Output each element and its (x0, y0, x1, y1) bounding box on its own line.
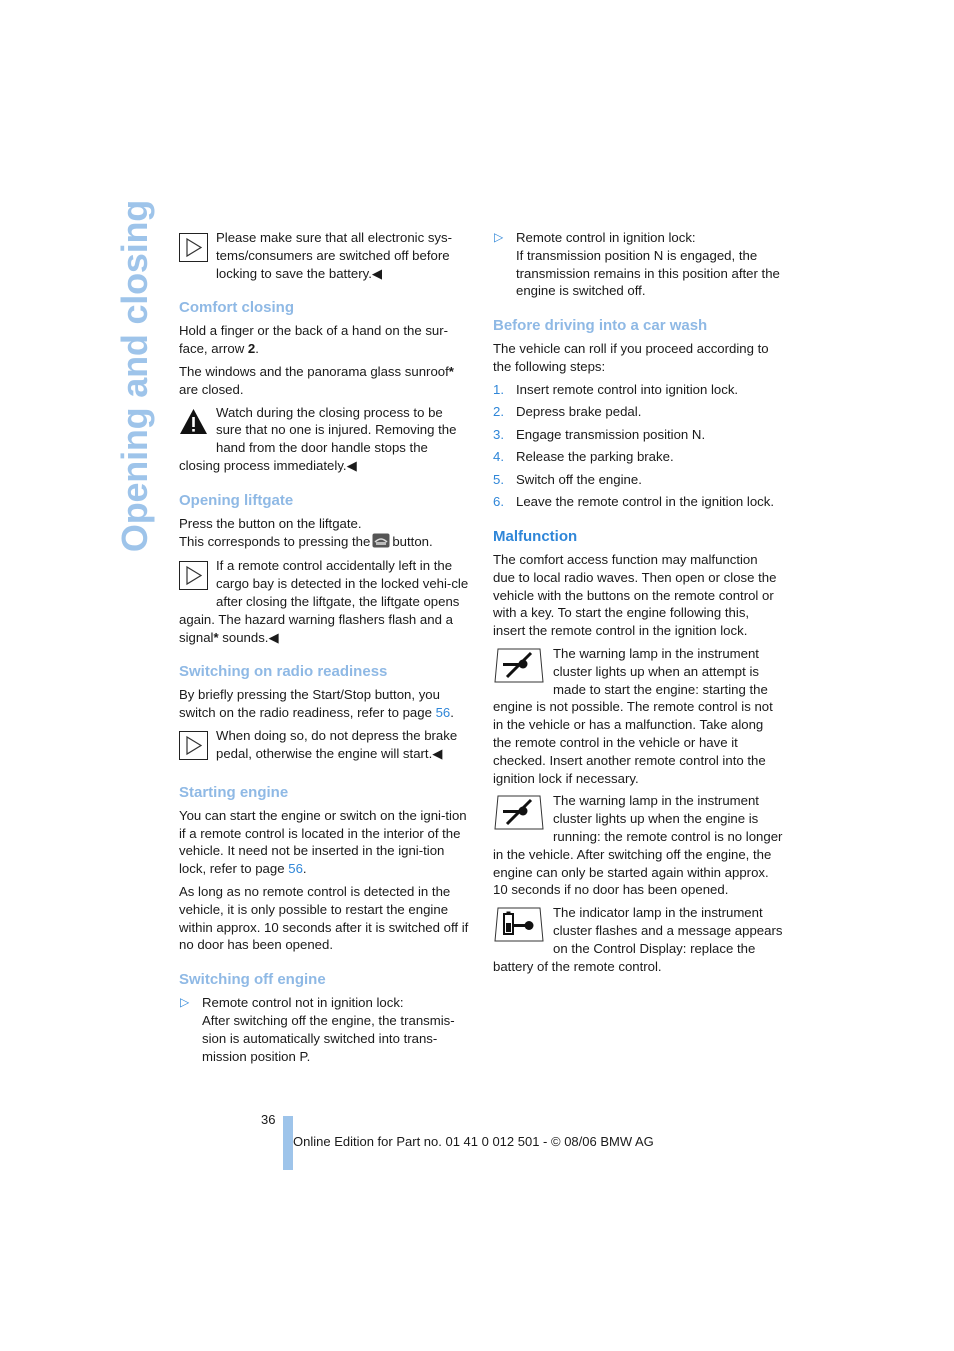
note-triangle-icon (179, 561, 208, 595)
note-triangle-icon (179, 233, 208, 267)
list-item: 1. Insert remote control into ignition lock. (493, 381, 739, 397)
right-column (493, 229, 783, 980)
starting-engine-p1: You can start the engine or switch on the igni-tion if a remote control is located in the interior of the vehicle. It need not be inserted in the igni-tion lock, refer to page 56. (179, 807, 467, 877)
warning-closing-text: Watch during the closing process to be sure that no one is injured. Removing the hand from the door handle stops the closing process immediately. (179, 404, 457, 473)
page-number: 36 (261, 1112, 276, 1127)
note-electronic-text: Please make sure that all electronic sys-tems/consumers are switched off before locking to save the battery. (216, 230, 453, 281)
end-mark-icon: ◀ (371, 265, 383, 281)
warning-triangle-icon (179, 408, 208, 440)
optional-equipment-star: * (213, 629, 219, 645)
key-crossed-lamp-icon (493, 647, 545, 689)
optional-equipment-star: * (448, 363, 454, 379)
note-liftgate: If a remote control accidentally left in the cargo bay is detected in the locked vehi-cle after closing the liftgate, the liftgate opens again. The hazard warning flashers flash and a signal* sounds.◀ (179, 558, 469, 645)
end-mark-icon: ◀ (346, 457, 357, 473)
note-radio (179, 727, 471, 767)
liftgate-p2: This corresponds to pressing the button. (179, 533, 471, 553)
list-item: 4. Release the parking brake. (493, 449, 674, 465)
radio-readiness-p1: By briefly pressing the Start/Stop button, you switch on the radio readiness, refer to page 56. (179, 687, 454, 721)
lamp-note-2-text: The warning lamp in the instrument cluster lights up when the engine is running: the remote control is no longer in the vehicle. After switching off the engine, the engine can only be started again within approx. 10 seconds if no door has been opened. (493, 793, 783, 898)
note-liftgate-text: If a remote control accidentally left in the cargo bay is detected in the locked vehi-cle after closing the liftgate, the liftgate opens again. The hazard warning flashers flash and a signal (179, 558, 469, 645)
lamp-note-3 (493, 904, 783, 975)
ignition-lock-list (493, 229, 783, 300)
heading-starting-engine: Starting engine (179, 783, 289, 801)
heading-malfunction: Malfunction (493, 528, 578, 545)
lamp-note-1 (493, 645, 783, 787)
page-link-56[interactable]: 56 (435, 705, 451, 721)
comfort-closing-p2: The windows and the panorama glass sunroof* are closed. (179, 363, 454, 397)
switching-off-list (179, 994, 471, 1065)
footer-accent-bar (283, 1116, 293, 1170)
key-crossed-lamp-icon (493, 794, 545, 836)
list-item: 2. Depress brake pedal. (493, 404, 642, 420)
arrow-bullet-icon: ▷ (180, 995, 190, 1010)
lamp-note-3-text: The indicator lamp in the instrument cluster flashes and a message appears on the Control Display: replace the battery of the remote control. (493, 905, 783, 974)
comfort-closing-p1: Hold a finger or the back of a hand on the sur-face, arrow 2. (179, 323, 449, 357)
heading-comfort-closing: Comfort closing (179, 299, 294, 317)
heading-car-wash: Before driving into a car wash (493, 317, 708, 335)
side-section-title-text: Opening and closing (114, 199, 155, 553)
lamp-note-2 (493, 792, 783, 899)
list-item: 3. Engage transmission position N. (493, 426, 706, 442)
heading-switching-off-engine: Switching off engine (179, 971, 326, 989)
lamp-note-1-text: The warning lamp in the instrument cluster lights up when an attempt is made to start the engine: starting the engine is not possible. The remote control is not in the vehicle or has a malfunction. Take along the remote control in the vehicle or have it checked. Insert another remote control into the ignition lock if necessary. (493, 645, 773, 786)
note-electronic (179, 229, 471, 282)
liftgate-button-icon (372, 533, 390, 553)
note-triangle-icon (179, 731, 208, 765)
list-item: 6. Leave the remote control in the ignition lock. (493, 494, 775, 510)
car-wash-intro: The vehicle can roll if you proceed according to the following steps: (493, 341, 769, 374)
car-wash-steps (493, 381, 783, 511)
starting-engine-p2: As long as no remote control is detected in the vehicle, it is only possible to restart the engine within approx. 10 seconds after it is switched off if no door has been opened. (179, 883, 469, 953)
footer-edition-text: Online Edition for Part no. 01 41 0 012 501 - © 08/06 BMW AG (293, 1134, 654, 1149)
side-section-title (112, 199, 158, 553)
list-item: ▷ Remote control not in ignition lock: After switching off the engine, the transmis-sion is automatically switched into trans-mission position P. (180, 995, 455, 1064)
heading-radio-readiness: Switching on radio readiness (179, 663, 388, 681)
left-column (179, 229, 471, 1070)
list-item: 5. Switch off the engine. (493, 471, 642, 487)
liftgate-p1: Press the button on the liftgate. (179, 515, 362, 531)
end-mark-icon: ◀ (432, 745, 443, 761)
warning-closing (179, 404, 471, 475)
malfunction-intro: The comfort access function may malfunction due to local radio waves. Then open or close the vehicle with the buttons on the remote control or with a key. To start the engine following this, insert the remote control in the ignition lock. (493, 552, 777, 639)
end-mark-icon: ◀ (268, 629, 279, 645)
arrow-bullet-icon: ▷ (494, 230, 504, 244)
page-link-56[interactable]: 56 (288, 861, 303, 877)
key-battery-lamp-icon (493, 906, 545, 948)
heading-opening-liftgate: Opening liftgate (179, 491, 294, 509)
note-radio-text: When doing so, do not depress the brake pedal, otherwise the engine will start. (216, 727, 458, 761)
list-item: ▷ Remote control in ignition lock: If transmission position N is engaged, the transmission remains in this position after the engine is switched off. (494, 230, 780, 299)
